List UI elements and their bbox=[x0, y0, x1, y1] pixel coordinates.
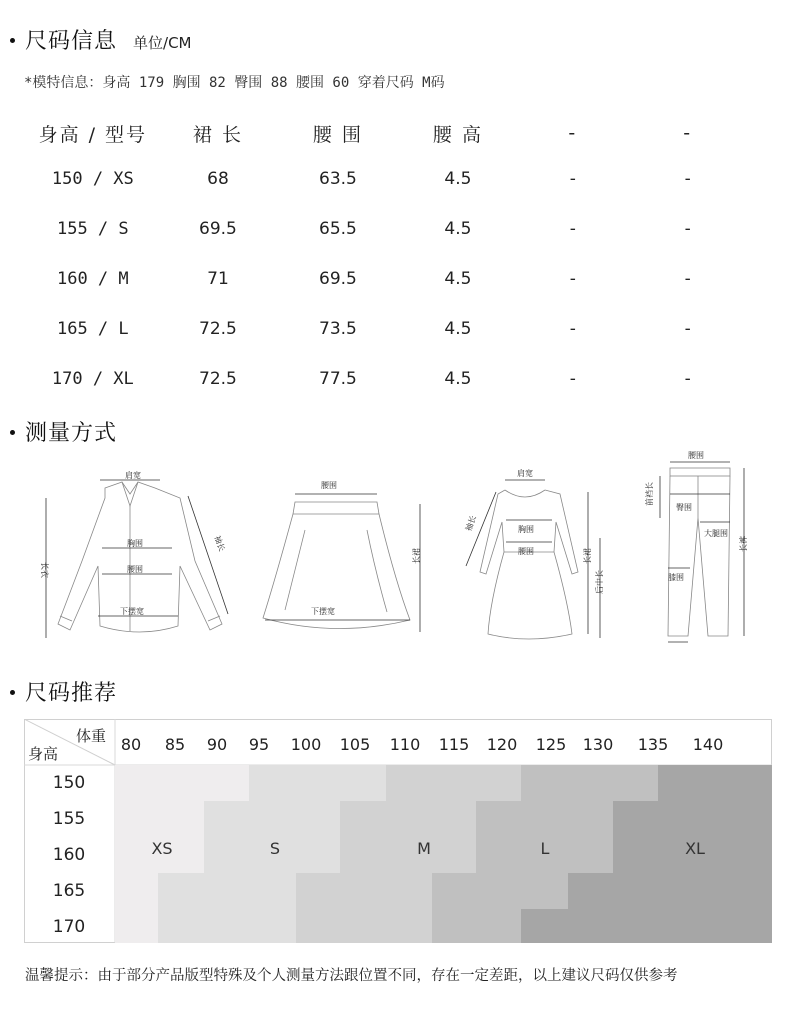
label-shoulder: 肩宽 bbox=[125, 471, 141, 480]
label-center-back: 后中长 bbox=[595, 570, 604, 594]
cell: 69.5 bbox=[319, 269, 357, 289]
label-hem: 下摆宽 bbox=[311, 607, 335, 616]
cell: 69.5 bbox=[199, 219, 237, 239]
cell: 170 / XL bbox=[51, 369, 134, 389]
label-chest: 胸围 bbox=[518, 525, 534, 534]
shirt-diagram bbox=[30, 466, 240, 646]
label-length: 长裤 bbox=[739, 536, 748, 552]
height-label: 160 bbox=[52, 845, 86, 865]
weight-label: 80 bbox=[120, 735, 142, 754]
table-row bbox=[20, 354, 740, 404]
weight-label: 90 bbox=[206, 735, 228, 754]
pants-diagram bbox=[638, 448, 758, 648]
size-label-s: S bbox=[269, 839, 281, 858]
cell: 4.5 bbox=[444, 169, 472, 189]
header-height-size: 身高 / 型号 bbox=[38, 123, 148, 146]
weight-label: 95 bbox=[248, 735, 270, 754]
size-label-m: M bbox=[417, 839, 431, 858]
cell: 73.5 bbox=[319, 319, 357, 339]
label-hem: 下摆宽 bbox=[120, 607, 144, 616]
cell: 71 bbox=[207, 269, 229, 289]
height-label: 150 bbox=[52, 773, 86, 793]
cell: 63.5 bbox=[319, 169, 357, 189]
weight-label: 125 bbox=[535, 735, 567, 754]
skirt-diagram bbox=[255, 470, 435, 640]
cell: 72.5 bbox=[199, 369, 237, 389]
size-zone-xs bbox=[115, 909, 158, 943]
size-recommend-chart bbox=[24, 719, 772, 943]
unit-label: 单位/CM bbox=[133, 34, 192, 52]
table-row bbox=[20, 204, 740, 254]
cell: 68 bbox=[207, 169, 229, 189]
size-zone-m bbox=[296, 873, 432, 909]
size-zone-xs bbox=[115, 765, 249, 801]
size-zone-xl bbox=[613, 801, 772, 837]
cell: 160 / M bbox=[56, 269, 129, 289]
height-label: 170 bbox=[52, 917, 86, 937]
label-knee: 膝围 bbox=[668, 573, 684, 582]
header-empty-1: - bbox=[568, 122, 578, 144]
weight-label: 100 bbox=[290, 735, 322, 754]
size-zone-l bbox=[432, 909, 521, 943]
size-table bbox=[20, 112, 740, 404]
cell: - bbox=[569, 319, 576, 339]
label-shoulder: 肩宽 bbox=[517, 469, 533, 478]
cell: 72.5 bbox=[199, 319, 237, 339]
section-title-size-info: 尺码信息 单位/CM bbox=[10, 24, 192, 55]
size-zone-s bbox=[158, 909, 296, 943]
size-zone-xl bbox=[521, 909, 772, 943]
size-zone-s bbox=[249, 765, 386, 801]
label-waist: 腰围 bbox=[321, 481, 337, 490]
table-row bbox=[20, 304, 740, 354]
header-empty-2: - bbox=[683, 122, 693, 144]
height-label: 155 bbox=[52, 809, 86, 829]
cell: - bbox=[684, 319, 691, 339]
cell: 4.5 bbox=[444, 219, 472, 239]
size-label-xl: XL bbox=[685, 839, 705, 858]
weight-label: 120 bbox=[486, 735, 518, 754]
label-length: 长裙 bbox=[412, 548, 421, 564]
cell: - bbox=[569, 269, 576, 289]
cell: 165 / L bbox=[56, 319, 129, 339]
cell: - bbox=[569, 369, 576, 389]
bullet-icon bbox=[10, 690, 15, 695]
cell: 4.5 bbox=[444, 369, 472, 389]
weight-label: 110 bbox=[389, 735, 421, 754]
cell: - bbox=[684, 269, 691, 289]
cell: - bbox=[684, 369, 691, 389]
cell: - bbox=[684, 219, 691, 239]
section-title-measurement: 测量方式 bbox=[10, 416, 117, 447]
bullet-icon bbox=[10, 430, 15, 435]
dress-diagram bbox=[460, 462, 610, 642]
label-rise: 前裆长 bbox=[645, 482, 654, 506]
size-zone-xs bbox=[115, 873, 158, 909]
size-zone-l bbox=[476, 801, 613, 837]
cell: 4.5 bbox=[444, 319, 472, 339]
size-zone-m bbox=[340, 801, 476, 837]
cell: 65.5 bbox=[319, 219, 357, 239]
cell: 150 / XS bbox=[51, 169, 134, 189]
bullet-icon bbox=[10, 38, 15, 43]
weight-label: 115 bbox=[438, 735, 470, 754]
footer-note: 温馨提示：由于部分产品版型特殊及个人测量方法跟位置不同，存在一定差距，以上建议尺码仅供参考 bbox=[25, 968, 678, 984]
label-waist: 腰围 bbox=[518, 547, 534, 556]
size-zone-l bbox=[432, 873, 568, 909]
size-zone-xl bbox=[568, 873, 772, 909]
header-waist: 腰 围 bbox=[312, 123, 363, 146]
cell: 4.5 bbox=[444, 269, 472, 289]
size-label-xs: XS bbox=[151, 839, 173, 858]
header-skirt-length: 裙 长 bbox=[192, 123, 243, 146]
cell: - bbox=[684, 169, 691, 189]
label-length: 长衣 bbox=[40, 562, 49, 578]
size-zone-s bbox=[158, 873, 296, 909]
table-row bbox=[20, 254, 740, 304]
size-zone-xl bbox=[658, 765, 772, 801]
size-zone-m bbox=[296, 909, 432, 943]
size-zone-s bbox=[204, 801, 340, 837]
label-sleeve: 袖长 bbox=[464, 514, 478, 533]
weight-axis-label: 体重 bbox=[76, 727, 107, 745]
weight-label: 130 bbox=[582, 735, 614, 754]
height-axis-label: 身高 bbox=[28, 745, 59, 763]
cell: - bbox=[569, 169, 576, 189]
size-zone-xs bbox=[115, 801, 204, 837]
label-chest: 胸围 bbox=[127, 539, 143, 548]
weight-label: 85 bbox=[164, 735, 186, 754]
cell: - bbox=[569, 219, 576, 239]
section-title-recommend: 尺码推荐 bbox=[10, 676, 117, 707]
table-row bbox=[20, 154, 740, 204]
label-hip: 臀围 bbox=[676, 503, 692, 512]
label-sleeve: 袖长 bbox=[212, 534, 227, 553]
label-waist: 腰围 bbox=[688, 451, 704, 460]
size-zone-m bbox=[386, 765, 521, 801]
label-length: 长裙 bbox=[583, 548, 592, 564]
height-label: 165 bbox=[52, 881, 86, 901]
size-table-header bbox=[20, 112, 740, 154]
cell: 77.5 bbox=[319, 369, 357, 389]
model-info: *模特信息：身高 179 胸围 82 臀围 88 腰围 60 穿着尺码 M码 bbox=[24, 75, 445, 91]
label-waist: 腰围 bbox=[127, 565, 143, 574]
weight-label: 105 bbox=[339, 735, 371, 754]
weight-label: 135 bbox=[637, 735, 669, 754]
label-thigh: 大腿围 bbox=[704, 529, 728, 538]
header-waist-height: 腰 高 bbox=[432, 123, 483, 146]
size-zone-l bbox=[521, 765, 658, 801]
cell: 155 / S bbox=[56, 219, 129, 239]
size-label-l: L bbox=[540, 839, 550, 858]
weight-label: 140 bbox=[692, 735, 724, 754]
